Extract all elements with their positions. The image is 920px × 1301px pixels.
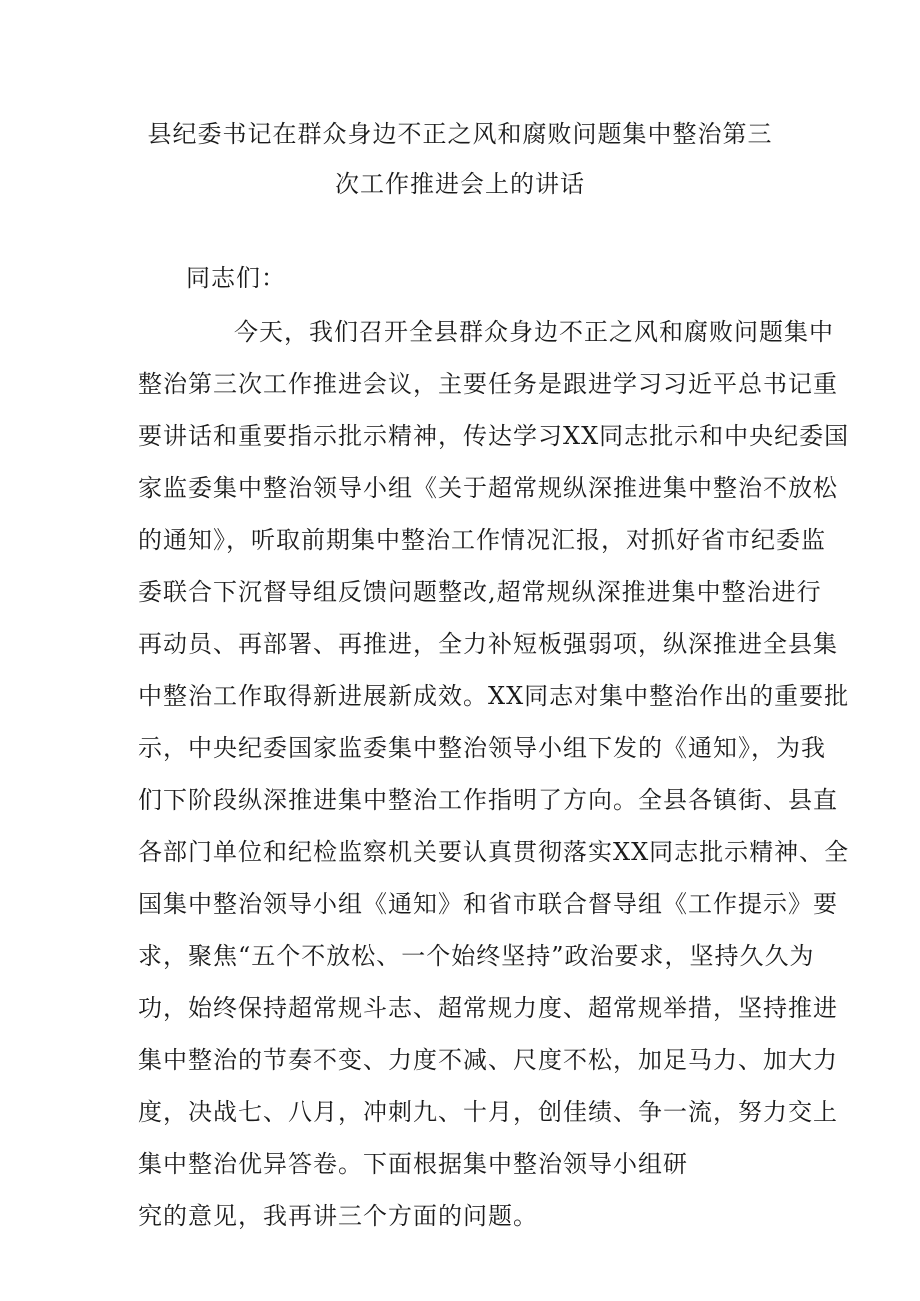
- body-line: 今天，我们召开全县群众身边不正之风和腐败问题集中: [234, 318, 834, 346]
- body-line: 中整治工作取得新进展新成效。XX同志对集中整治作出的重要批: [138, 682, 850, 710]
- body-line: 国集中整治领导小组《通知》和省市联合督导组《工作提示》要: [138, 890, 838, 918]
- body-line: 度，决战七、八月，冲刺九、十月，创佳绩、争一流，努力交上: [138, 1098, 838, 1126]
- body-line: 集中整治优异答卷。下面根据集中整治领导小组研: [138, 1150, 688, 1178]
- body-line: 再动员、再部署、再推进，全力补短板强弱项，纵深推进全县集: [138, 630, 838, 658]
- body-text: [138, 306, 850, 1242]
- body-line: 究的意见，我再讲三个方面的问题。: [138, 1202, 538, 1230]
- body-line: 的通知》，听取前期集中整治工作情况汇报，对抓好省市纪委监: [138, 526, 826, 554]
- document-title-line-1: 县纪委书记在群众身边不正之风和腐败问题集中整治第三: [147, 120, 773, 148]
- body-line: 各部门单位和纪检监察机关要认真贯彻落实XX同志批示精神、全: [138, 838, 850, 866]
- body-line: 集中整治的节奏不变、力度不减、尺度不松，加足马力、加大力: [138, 1046, 838, 1074]
- body-line: 示，中央纪委国家监委集中整治领导小组下发的《通知》，为我: [138, 734, 826, 762]
- body-line: 家监委集中整治领导小组《关于超常规纵深推进集中整治不放松: [138, 474, 838, 502]
- body-line: 要讲话和重要指示批示精神，传达学习XX同志批示和中央纪委国: [138, 422, 850, 450]
- body-line: 们下阶段纵深推进集中整治工作指明了方向。全县各镇街、县直: [138, 786, 838, 814]
- body-line: 功，始终保持超常规斗志、超常规力度、超常规举措，坚持推进: [138, 994, 838, 1022]
- salutation: 同志们：: [186, 264, 286, 292]
- body-line: 委联合下沉督导组反馈问题整改,超常规纵深推进集中整治进行: [138, 578, 822, 606]
- document-title-line-2: 次工作推进会上的讲话: [335, 170, 585, 198]
- body-line: 整治第三次工作推进会议，主要任务是跟进学习习近平总书记重: [138, 370, 838, 398]
- body-line: 求，聚焦“五个不放松、一个始终坚持”政治要求，坚持久久为: [138, 942, 815, 970]
